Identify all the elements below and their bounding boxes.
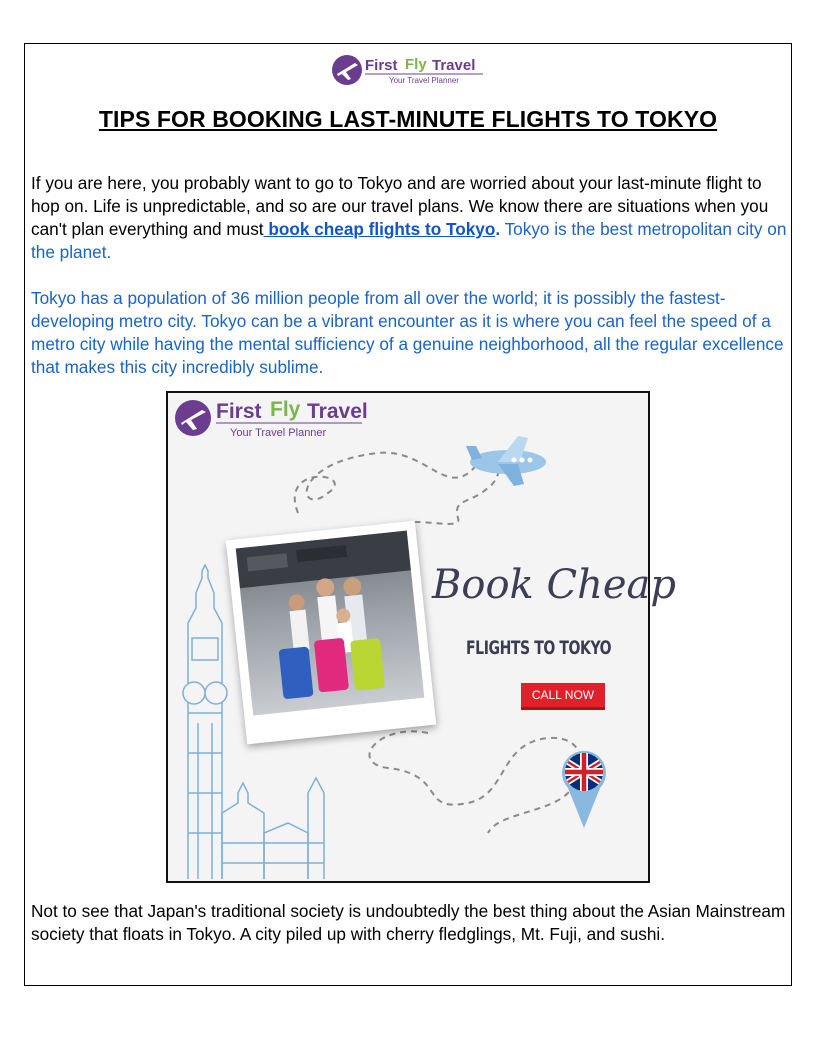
green-suitcase — [350, 638, 385, 691]
call-now-button[interactable]: CALL NOW — [521, 683, 605, 707]
dashed-flight-path-bottom — [369, 731, 581, 833]
intro-text-tail: Tokyo is the best metropolitan city on the planet. — [31, 218, 787, 262]
logo-word-fly: Fly — [405, 56, 427, 73]
airplane-icon — [466, 436, 546, 486]
logo-tagline: Your Travel Planner — [389, 76, 459, 85]
ad-logo-first: First — [216, 400, 262, 423]
blue-suitcase — [278, 646, 313, 699]
intro-text: If you are here, you probably want to go to Tokyo and are worried about your last-minute flight to hop on. Life is unpredictable, and so are our travel plans. We know there are situations when you can't plan everything and must — [31, 173, 769, 239]
paragraph-population: Tokyo has a population of 36 million people from all over the world; it is possibly the fastest-developing metro city. Tokyo can be a vibrant encounter as it is where you can feel the speed of a metro city while having the mental sufficiency of a genuine neighborhood, all the regular excellence that makes this city incredibly sublime. — [31, 288, 784, 377]
uk-flag-map-pin-icon — [562, 751, 606, 828]
logo-word-travel: Travel — [432, 57, 476, 74]
link-period: . — [495, 218, 501, 239]
logo-word-first: First — [365, 57, 398, 74]
pink-suitcase — [314, 638, 349, 693]
ad-logo-travel: Travel — [307, 400, 368, 423]
page-title: TIPS FOR BOOKING LAST-MINUTE FLIGHTS TO TOKYO — [98, 106, 718, 132]
first-fly-travel-logo — [331, 53, 491, 87]
family-travel-photo — [226, 521, 436, 745]
ad-logo-tagline: Your Travel Planner — [230, 427, 327, 439]
paragraph-culture: Not to see that Japan's traditional society is undoubtedly the best thing about the Asian Mainstream society that floats in Tokyo. A city piled up with cherry fledglings, Mt. Fuji, and sushi. — [31, 901, 786, 944]
ad-headline-book-cheap: Book Cheap — [432, 562, 677, 608]
paragraph-intro — [31, 172, 787, 264]
ad-logo-fly: Fly — [270, 398, 301, 421]
dashed-flight-path-top — [295, 453, 478, 513]
book-cheap-flights-link[interactable]: book cheap flights to Tokyo — [263, 218, 496, 239]
ad-subheadline: FLIGHTS TO TOKYO — [466, 637, 612, 659]
